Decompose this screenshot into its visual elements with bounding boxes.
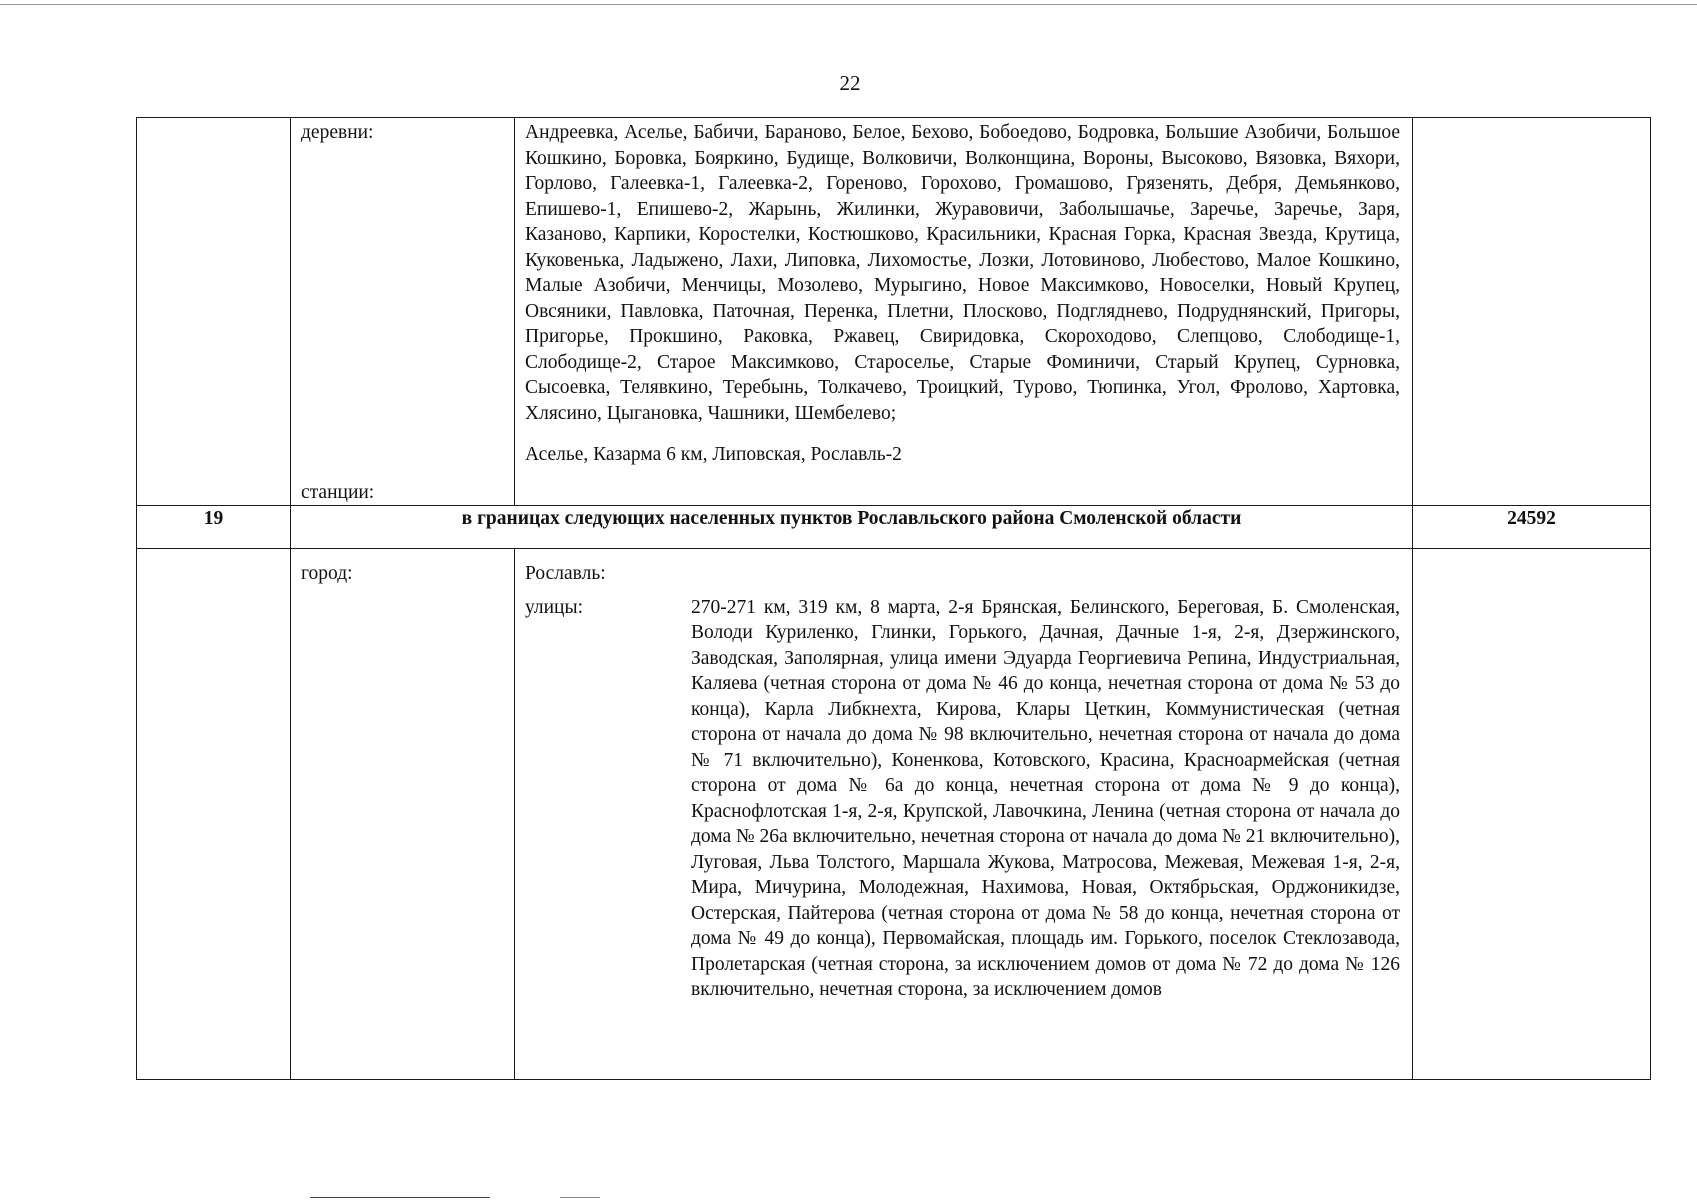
streets-label: улицы: (525, 596, 584, 618)
cell-value-empty (1413, 118, 1651, 506)
cell-number-empty (137, 118, 291, 506)
villages-label: деревни: (301, 122, 374, 143)
row-number-19: 19 (137, 506, 291, 549)
villages-list: Андреевка, Аселье, Бабичи, Бараново, Белое, Бехово, Бобоедово, Бодровка, Большие Азобичи, Большое Кошкино, Боровка, Бояркино, Будище, Волковичи, Волконщина, Вороны, Высоково, Вязовка, Вяхори, Горлово, Галеевка-1, Галеевка-2, Гореново, Горохово, Громашово, Грязенять, Дебря, Демьянково, Епишево-1, Епишево-2, Жарынь, Жилинки, Журавовичи, Заболышачье, Заречье, Заречье, Заря, Казаново, Карпики, Коростелки, Костюшково, Красильники, Красная Горка, Красная Звезда, Крутица, Куковенька, Ладыжено, Лахи, Липовка, Лихомостье, Лозки, Лотовиново, Любестово, Малое Кошкино, Малые Азобичи, Менчицы, Мозолево, Мурыгино, Новое Максимково, Новоселки, Новый Крупец, Овсяники, Павловка, Паточная, Перенка, Плетни, Плосково, Подгляднево, Подруднянский, Пригоры, Пригорье, Прокшино, Раковка, Ржавец, Свиридовка, Скороходово, Слепцово, Слободище-1, Слободище-2, Старое Максимково, Староселье, Старые Фоминичи, Старый Крупец, Сурновка, Сысоевка, Телявкино, Теребынь, Толкачево, Троицкий, Турово, Тюпинка, Угол, Фролово, Хартовка, Хлясино, Цыгановка, Чашники, Шембелево; (525, 122, 1400, 424)
table-row-19-heading (137, 506, 1651, 549)
page-number: 22 (839, 71, 861, 95)
stations-label: станции: (301, 481, 375, 503)
row-19-title: в границах следующих населенных пунктов Рославльского района Смоленской области (291, 506, 1413, 549)
cell-city-label (291, 549, 515, 1080)
table-row-19-details (137, 549, 1651, 1080)
bottom-rule-left (310, 1197, 490, 1198)
table-row-prev-continuation (137, 118, 1651, 506)
bottom-rule-right (560, 1197, 600, 1198)
cell-settlements (515, 118, 1413, 506)
top-border-line (0, 4, 1697, 5)
cell-number-empty (137, 549, 291, 1080)
cell-city-streets (515, 549, 1413, 1080)
streets-list: 270-271 км, 319 км, 8 марта, 2-я Брянская, Белинского, Береговая, Б. Смоленская, Володи Куриленко, Глинки, Горького, Дачная, Дачные 1-я, 2-я, Дзержинского, Заводская, Заполярная, улица имени Эдуарда Георгиевича Репина, Индустриальная, Каляева (четная сторона от дома № 46 до конца, нечетная сторона от дома № 53 до конца), Карла Либкнехта, Кирова, Клары Цеткин, Коммунистическая (четная сторона от начала до дома № 98 включительно, нечетная сторона от начала до дома № 71 включительно), Коненкова, Котовского, Красина, Красноармейская (четная сторона от дома № 6а до конца, нечетная сторона от дома № 9 до конца), Краснофлотская 1-я, 2-я, Крупской, Лавочкина, Ленина (четная сторона от начала до дома № 26а включительно, нечетная сторона от начала до дома № 21 включительно), Луговая, Льва Толстого, Маршала Жукова, Матросова, Межевая, Межевая 1-я, 2-я, Мира, Мичурина, Молодежная, Нахимова, Новая, Октябрьская, Орджоникидзе, Остерская, Пайтерова (четная сторона от дома № 58 до конца, нечетная сторона от дома № 49 до конца), Первомайская, площадь им. Горького, поселок Стеклозавода, Пролетарская (четная сторона, за исключением домов от дома № 72 до дома № 126 включительно, нечетная сторона, за исключением домов (691, 596, 1400, 1000)
stations-list: Аселье, Казарма 6 км, Липовская, Рославль-2 (525, 444, 902, 465)
cell-value-empty (1413, 549, 1651, 1080)
settlements-table (136, 117, 1651, 1080)
row-19-value: 24592 (1413, 506, 1651, 549)
city-name: Рославль: (525, 563, 606, 584)
cell-type-labels (291, 118, 515, 506)
city-label: город: (301, 563, 353, 584)
